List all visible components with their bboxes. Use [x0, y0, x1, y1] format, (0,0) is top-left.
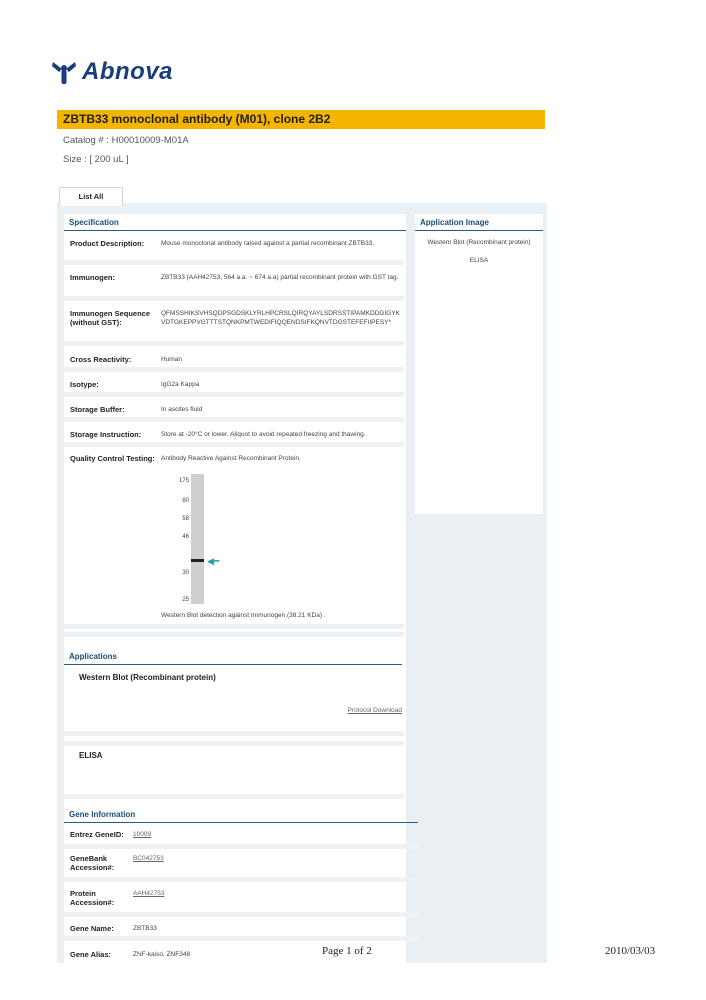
protocol-download-link[interactable]: Protocol Download: [347, 707, 402, 714]
row-divider: [64, 741, 404, 746]
gene-label: Gene Name:: [70, 924, 114, 933]
row-divider: [64, 936, 418, 941]
blot-caption: Western Blot detection against Immunogen (38.21 KDa) .: [161, 612, 326, 619]
applications-section: [64, 648, 402, 665]
catalog-number: Catalog # : H00010009-M01A: [63, 135, 189, 146]
row-divider: [64, 260, 404, 265]
entrez-gene-link[interactable]: 10009: [133, 831, 152, 838]
spec-value: Store at -20°C or lower. Aliquot to avoid repeated freezing and thawing.: [161, 431, 366, 438]
row-divider: [64, 341, 404, 346]
print-date: 2010/03/03: [605, 945, 656, 957]
gene-value: ZBTB33: [133, 925, 157, 932]
blot-band: [191, 559, 204, 562]
mw-marker: 175: [178, 478, 189, 484]
mw-marker: 25: [182, 597, 189, 603]
application-image-label: ELISA: [469, 257, 489, 264]
gene-value: ZNF-kaiso, ZNF348: [133, 951, 191, 958]
row-divider: [64, 624, 404, 629]
application-name: ELISA: [79, 751, 103, 760]
genebank-accession-link[interactable]: BC042753: [133, 855, 164, 862]
gene-information-heading: Gene Information: [64, 806, 418, 823]
row-divider: [64, 367, 404, 372]
spec-label: Immunogen:: [70, 273, 115, 282]
abnova-logo: [50, 58, 173, 86]
specification-section: [64, 214, 406, 963]
specification-heading: Specification: [64, 214, 406, 231]
product-title-bar: [57, 110, 545, 129]
spec-value: Antibody Reactive Against Recombinant Protein.: [161, 455, 301, 462]
spec-label: Cross Reactivity:: [70, 355, 132, 364]
tab-list-all[interactable]: List All: [59, 187, 123, 206]
abnova-antibody-icon: [50, 58, 78, 86]
gene-label: Gene Alias:: [70, 950, 111, 959]
spec-value: Human: [161, 356, 182, 363]
protein-accession-link[interactable]: AAH42753: [133, 890, 165, 897]
band-arrow-icon: ◀━: [207, 556, 220, 566]
mw-marker: 80: [182, 498, 189, 504]
row-divider: [64, 794, 404, 799]
spec-value: IgG2a Kappa: [161, 381, 200, 388]
western-blot-image: [159, 472, 229, 607]
applications-heading: Applications: [64, 648, 402, 665]
brand-name: Abnova: [82, 58, 174, 85]
row-divider: [64, 442, 404, 447]
row-divider: [64, 731, 404, 736]
row-divider: [64, 417, 404, 422]
application-image-heading: Application Image: [415, 214, 543, 231]
row-divider: [64, 296, 404, 301]
spec-label: Storage Instruction:: [70, 430, 142, 439]
gene-label: GeneBank Accession#:: [70, 854, 115, 872]
mw-marker: 30: [182, 570, 189, 576]
mw-marker: 46: [182, 534, 189, 540]
row-divider: [64, 392, 404, 397]
row-divider: [64, 877, 418, 882]
application-name: Western Blot (Recombinant protein): [79, 673, 216, 682]
spec-value: ZBTB33 (AAH42753, 564 a.a. ~ 674 a.a) partial recombinant protein with GST tag.: [161, 274, 399, 281]
spec-value: QFMSSHIKSVHSQDPSGDSKLYRLHPCRSLQIRQYAYLSDRSSTIPAMKDDGIGYKVDTGKEPPVGTTTSTQNKPMTWEDIFIQQENDSIFKQNVTDGSTEFEFIIPESY*: [161, 310, 400, 326]
spec-label: Quality Control Testing:: [70, 454, 155, 463]
row-divider: [64, 912, 418, 917]
spec-label: Storage Buffer:: [70, 405, 125, 414]
spec-label: Immunogen Sequence (without GST):: [70, 309, 151, 327]
application-image-section: [415, 214, 543, 514]
gene-information-section: [64, 806, 418, 823]
spec-value: Mouse monoclonal antibody raised against a partial recombinant ZBTB33.: [161, 240, 375, 247]
row-divider: [64, 844, 418, 849]
spec-label: Product Description:: [70, 239, 145, 248]
mw-marker: 58: [182, 516, 189, 522]
row-divider: [64, 632, 404, 637]
blot-lane: [191, 474, 204, 604]
application-image-label: Western Blot (Recombinant protein): [427, 239, 531, 246]
product-title: ZBTB33 monoclonal antibody (M01), clone 2B2: [63, 112, 331, 126]
spec-value: In ascites fluid: [161, 406, 203, 413]
gene-label: Entrez GeneID:: [70, 830, 124, 839]
size-info: Size : [ 200 uL ]: [63, 154, 129, 165]
gene-label: Protein Accession#:: [70, 889, 115, 907]
page-number: Page 1 of 2: [322, 945, 372, 957]
spec-label: Isotype:: [70, 380, 99, 389]
